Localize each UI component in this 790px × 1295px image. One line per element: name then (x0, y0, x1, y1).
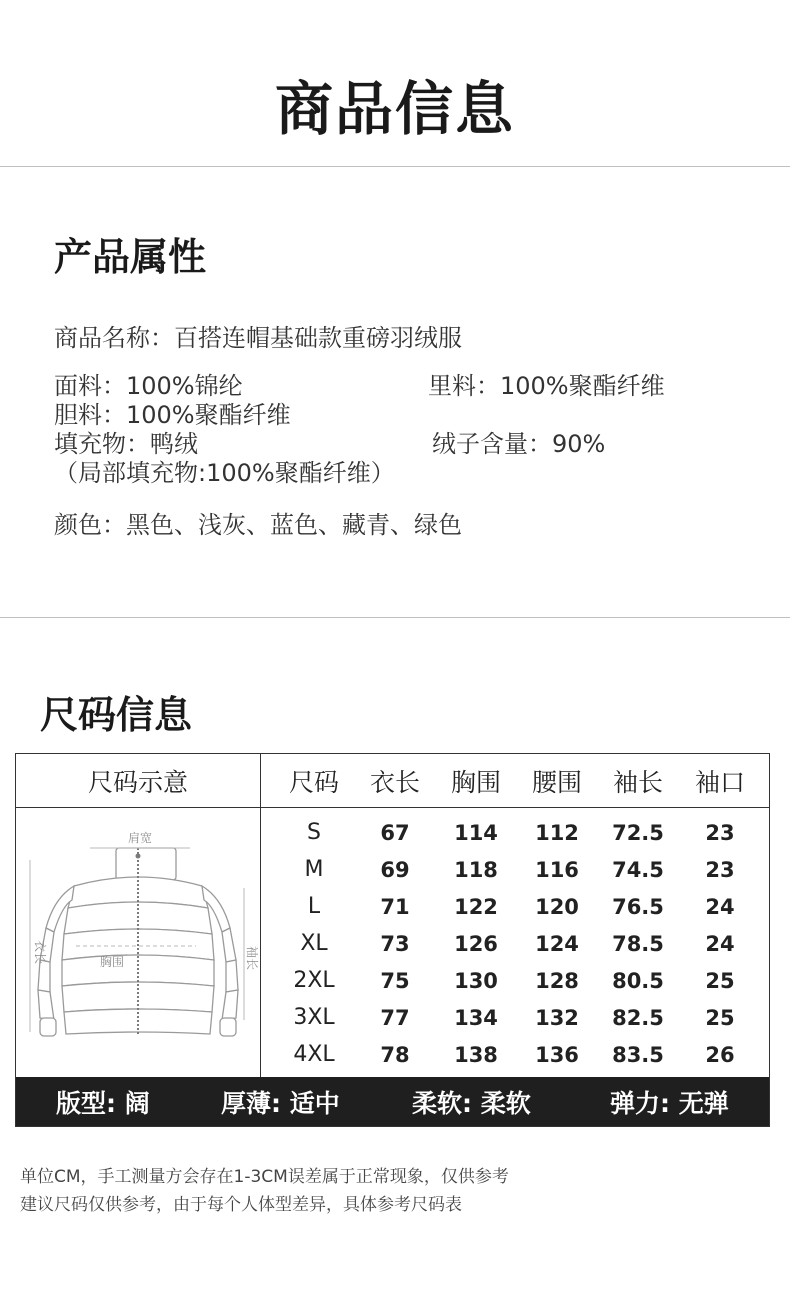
filling-note: （局部填充物:100%聚酯纤维） (54, 459, 395, 487)
cell-size: 2XL (293, 968, 335, 993)
cell-chest: 126 (454, 931, 498, 956)
cell-waist: 112 (535, 820, 579, 845)
cell-sleeve: 78.5 (612, 931, 664, 956)
col-header-cuff: 袖口 (694, 767, 745, 797)
diagram-label-chest: 胸围 (99, 955, 125, 969)
cell-size: M (304, 857, 324, 882)
cell-length: 73 (380, 931, 410, 956)
filling: 填充物：鸭绒 (54, 430, 198, 458)
note-line-1: 单位CM，手工测量方会存在1-3CM误差属于正常现象，仅供参考 (20, 1167, 509, 1187)
cell-chest: 118 (454, 857, 498, 882)
cell-chest: 134 (454, 1005, 498, 1030)
inner-fabric: 胆料：100%聚酯纤维 (54, 401, 291, 429)
cell-length: 75 (380, 968, 410, 993)
property-bar (16, 1077, 769, 1126)
note-line-2: 建议尺码仅供参考，由于每个人体型差异，具体参考尺码表 (20, 1195, 462, 1215)
cell-size: 4XL (293, 1042, 335, 1067)
diagram-header: 尺码示意 (87, 767, 188, 797)
cell-length: 69 (380, 857, 410, 882)
table-divider (260, 754, 261, 1077)
property-fit: 版型: 阔 (56, 1088, 150, 1118)
cell-size: L (307, 894, 321, 919)
col-header-length: 衣长 (369, 767, 420, 797)
cell-length: 78 (380, 1042, 410, 1067)
cell-chest: 138 (454, 1042, 498, 1067)
size-info-title: 尺码信息 (40, 693, 193, 737)
cell-sleeve: 72.5 (612, 820, 664, 845)
cell-waist: 128 (535, 968, 579, 993)
diagram-label-shoulder: 肩宽 (127, 831, 153, 845)
cell-chest: 122 (454, 894, 498, 919)
product-name: 商品名称：百搭连帽基础款重磅羽绒服 (54, 324, 462, 352)
cell-cuff: 24 (705, 894, 735, 919)
property-thickness: 厚薄: 适中 (221, 1088, 340, 1118)
fabric: 面料：100%锦纶 (54, 372, 243, 400)
col-header-chest: 胸围 (450, 767, 501, 797)
jacket-diagram (16, 808, 260, 1077)
col-header-waist: 腰围 (531, 767, 582, 797)
diagram-label-sleeve: 袖长 (245, 945, 259, 971)
cell-length: 67 (380, 820, 410, 845)
down-content: 绒子含量：90% (432, 430, 606, 458)
cell-waist: 136 (535, 1042, 579, 1067)
cell-sleeve: 80.5 (612, 968, 664, 993)
colors: 颜色：黑色、浅灰、蓝色、藏青、绿色 (54, 511, 462, 539)
cell-cuff: 23 (705, 857, 735, 882)
lining: 里料：100%聚酯纤维 (428, 372, 665, 400)
cell-size: 3XL (293, 1005, 335, 1030)
cell-waist: 116 (535, 857, 579, 882)
cell-size: S (307, 820, 321, 845)
cell-sleeve: 76.5 (612, 894, 664, 919)
cell-length: 77 (380, 1005, 410, 1030)
cell-sleeve: 83.5 (612, 1042, 664, 1067)
cell-waist: 124 (535, 931, 579, 956)
property-elasticity: 弹力: 无弹 (610, 1088, 729, 1118)
cell-chest: 114 (454, 820, 498, 845)
cell-cuff: 24 (705, 931, 735, 956)
cell-length: 71 (380, 894, 410, 919)
diagram-label-length: 衣长 (33, 939, 47, 965)
cell-sleeve: 82.5 (612, 1005, 664, 1030)
col-header-sleeve: 袖长 (612, 767, 663, 797)
cell-waist: 132 (535, 1005, 579, 1030)
cell-cuff: 25 (705, 1005, 735, 1030)
property-softness: 柔软: 柔软 (412, 1088, 531, 1118)
cell-sleeve: 74.5 (612, 857, 664, 882)
cell-chest: 130 (454, 968, 498, 993)
page-title: 商品信息 (274, 75, 515, 143)
cell-cuff: 26 (705, 1042, 735, 1067)
col-header-size: 尺码 (288, 767, 339, 797)
divider (0, 617, 790, 618)
divider (0, 166, 790, 167)
attributes-title: 产品属性 (54, 235, 207, 279)
cell-cuff: 23 (705, 820, 735, 845)
cell-waist: 120 (535, 894, 579, 919)
cell-size: XL (300, 931, 328, 956)
cell-cuff: 25 (705, 968, 735, 993)
size-table (15, 753, 770, 1127)
